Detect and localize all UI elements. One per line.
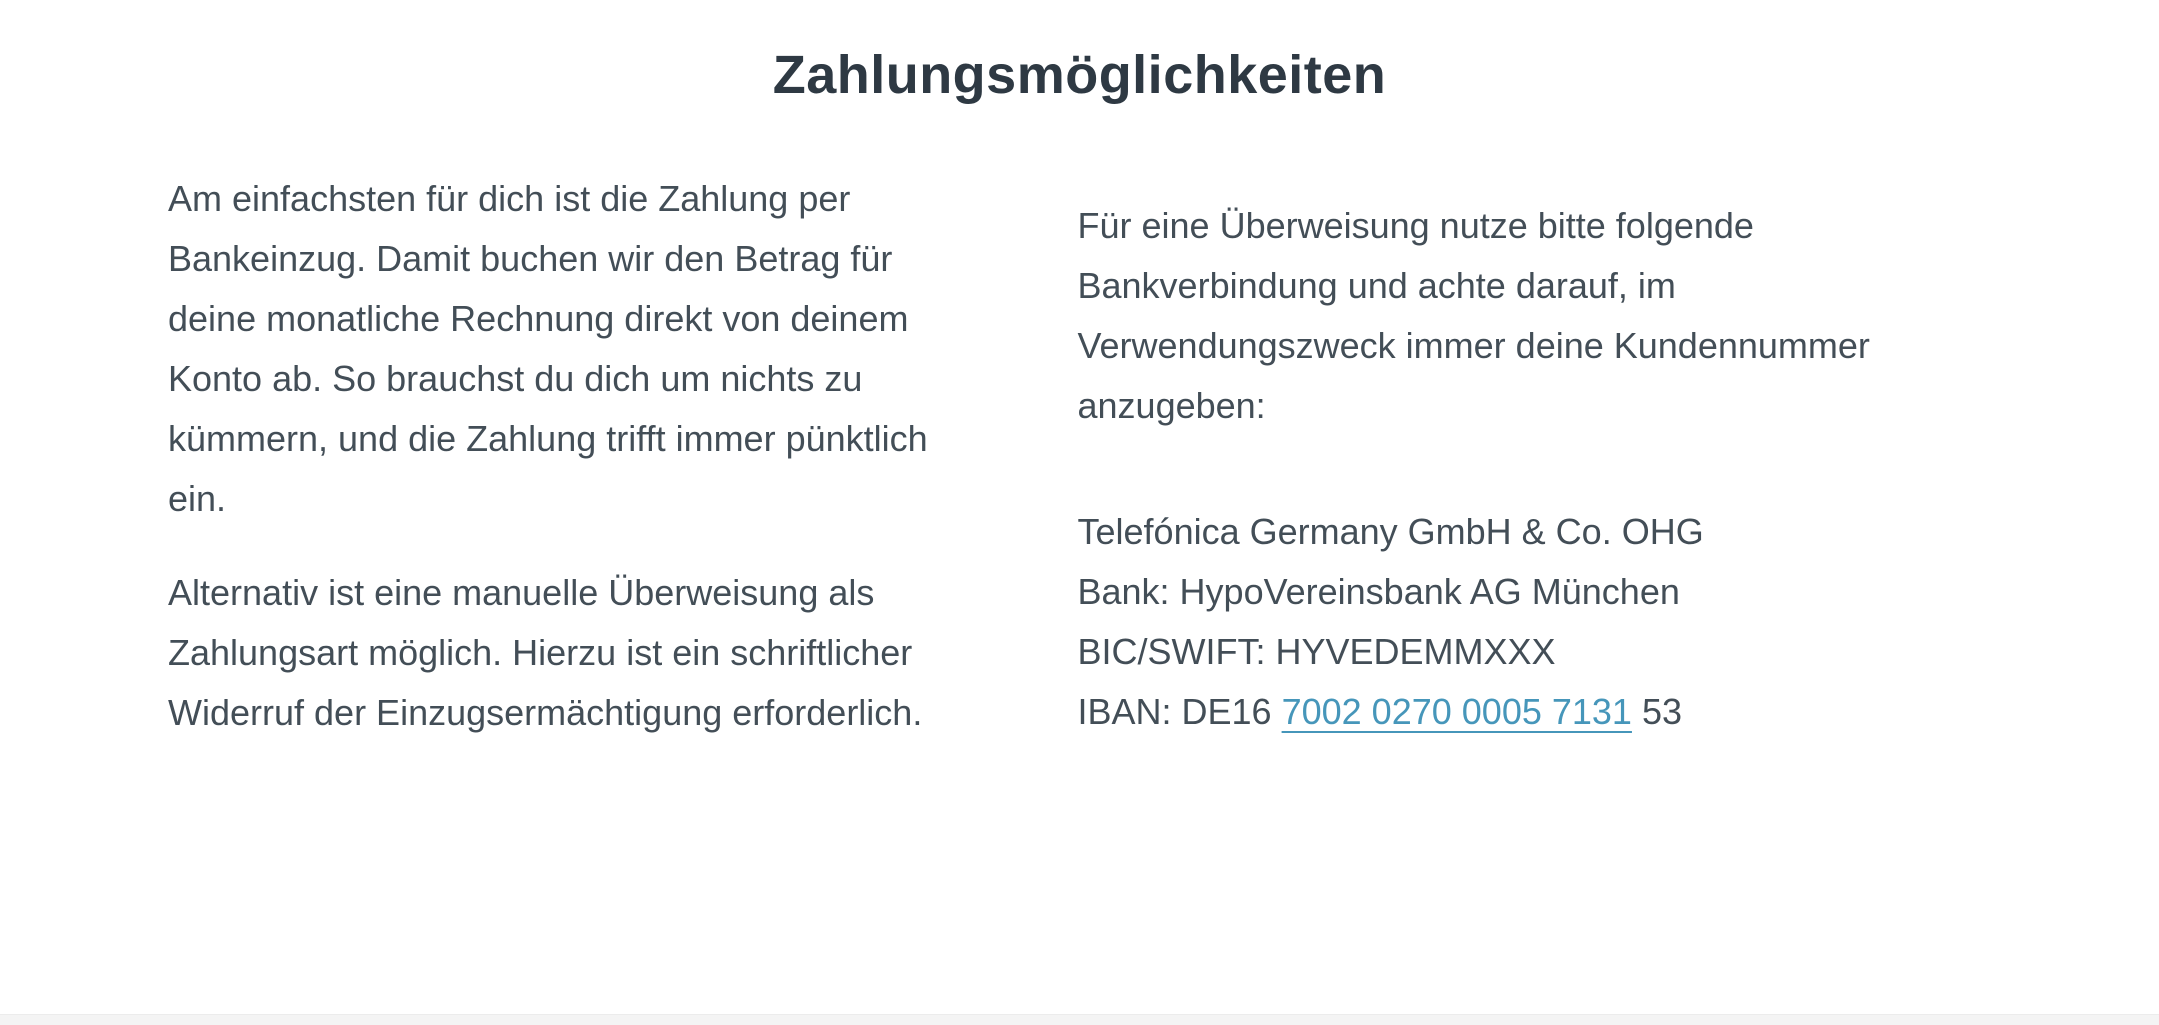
text-line: Zahlungsart möglich. Hierzu ist ein schriftlicher — [168, 632, 913, 673]
paragraph-transfer-instructions — [1078, 196, 1988, 436]
iban-link[interactable]: 7002 0270 0005 7131 — [1281, 691, 1632, 732]
paragraph-manual-transfer — [168, 563, 1078, 743]
text-line: Am einfachsten für dich ist die Zahlung per — [168, 178, 851, 219]
text-line: deine monatliche Rechnung direkt von deinem — [168, 298, 909, 339]
text-line: Bankeinzug. Damit buchen wir den Betrag für — [168, 238, 893, 279]
bank-details-block — [1078, 502, 1988, 742]
bank-details-iban-line — [1078, 682, 1988, 742]
text-line: Verwendungszweck immer deine Kundennummer — [1077, 325, 1870, 366]
text-line: Bankverbindung und achte darauf, im — [1077, 265, 1676, 306]
page-title: Zahlungsmöglichkeiten — [772, 45, 1387, 105]
direct-debit-column — [168, 169, 1078, 743]
iban-prefix: IBAN: DE16 — [1077, 691, 1282, 732]
iban-suffix: 53 — [1631, 691, 1682, 732]
two-column-layout — [0, 169, 2159, 743]
next-section-edge — [0, 1014, 2159, 1025]
text-line: ein. — [168, 478, 227, 519]
bank-transfer-column — [1078, 169, 1988, 743]
text-line: Konto ab. So brauchst du dich um nichts zu — [168, 358, 863, 399]
text-line: kümmern, und die Zahlung trifft immer pünktlich — [168, 418, 928, 459]
paragraph-direct-debit — [168, 169, 1078, 529]
bank-details-bic: BIC/SWIFT: HYVEDEMMXXX — [1077, 631, 1556, 672]
text-line: anzugeben: — [1077, 385, 1266, 426]
payment-options-section — [0, 42, 2159, 743]
text-line: Alternativ ist eine manuelle Überweisung als — [168, 572, 875, 613]
text-line: Widerruf der Einzugsermächtigung erforderlich. — [168, 692, 923, 733]
bank-details-bank: Bank: HypoVereinsbank AG München — [1077, 571, 1680, 612]
text-line: Für eine Überweisung nutze bitte folgende — [1077, 205, 1754, 246]
bank-details-company: Telefónica Germany GmbH & Co. OHG — [1077, 511, 1704, 552]
